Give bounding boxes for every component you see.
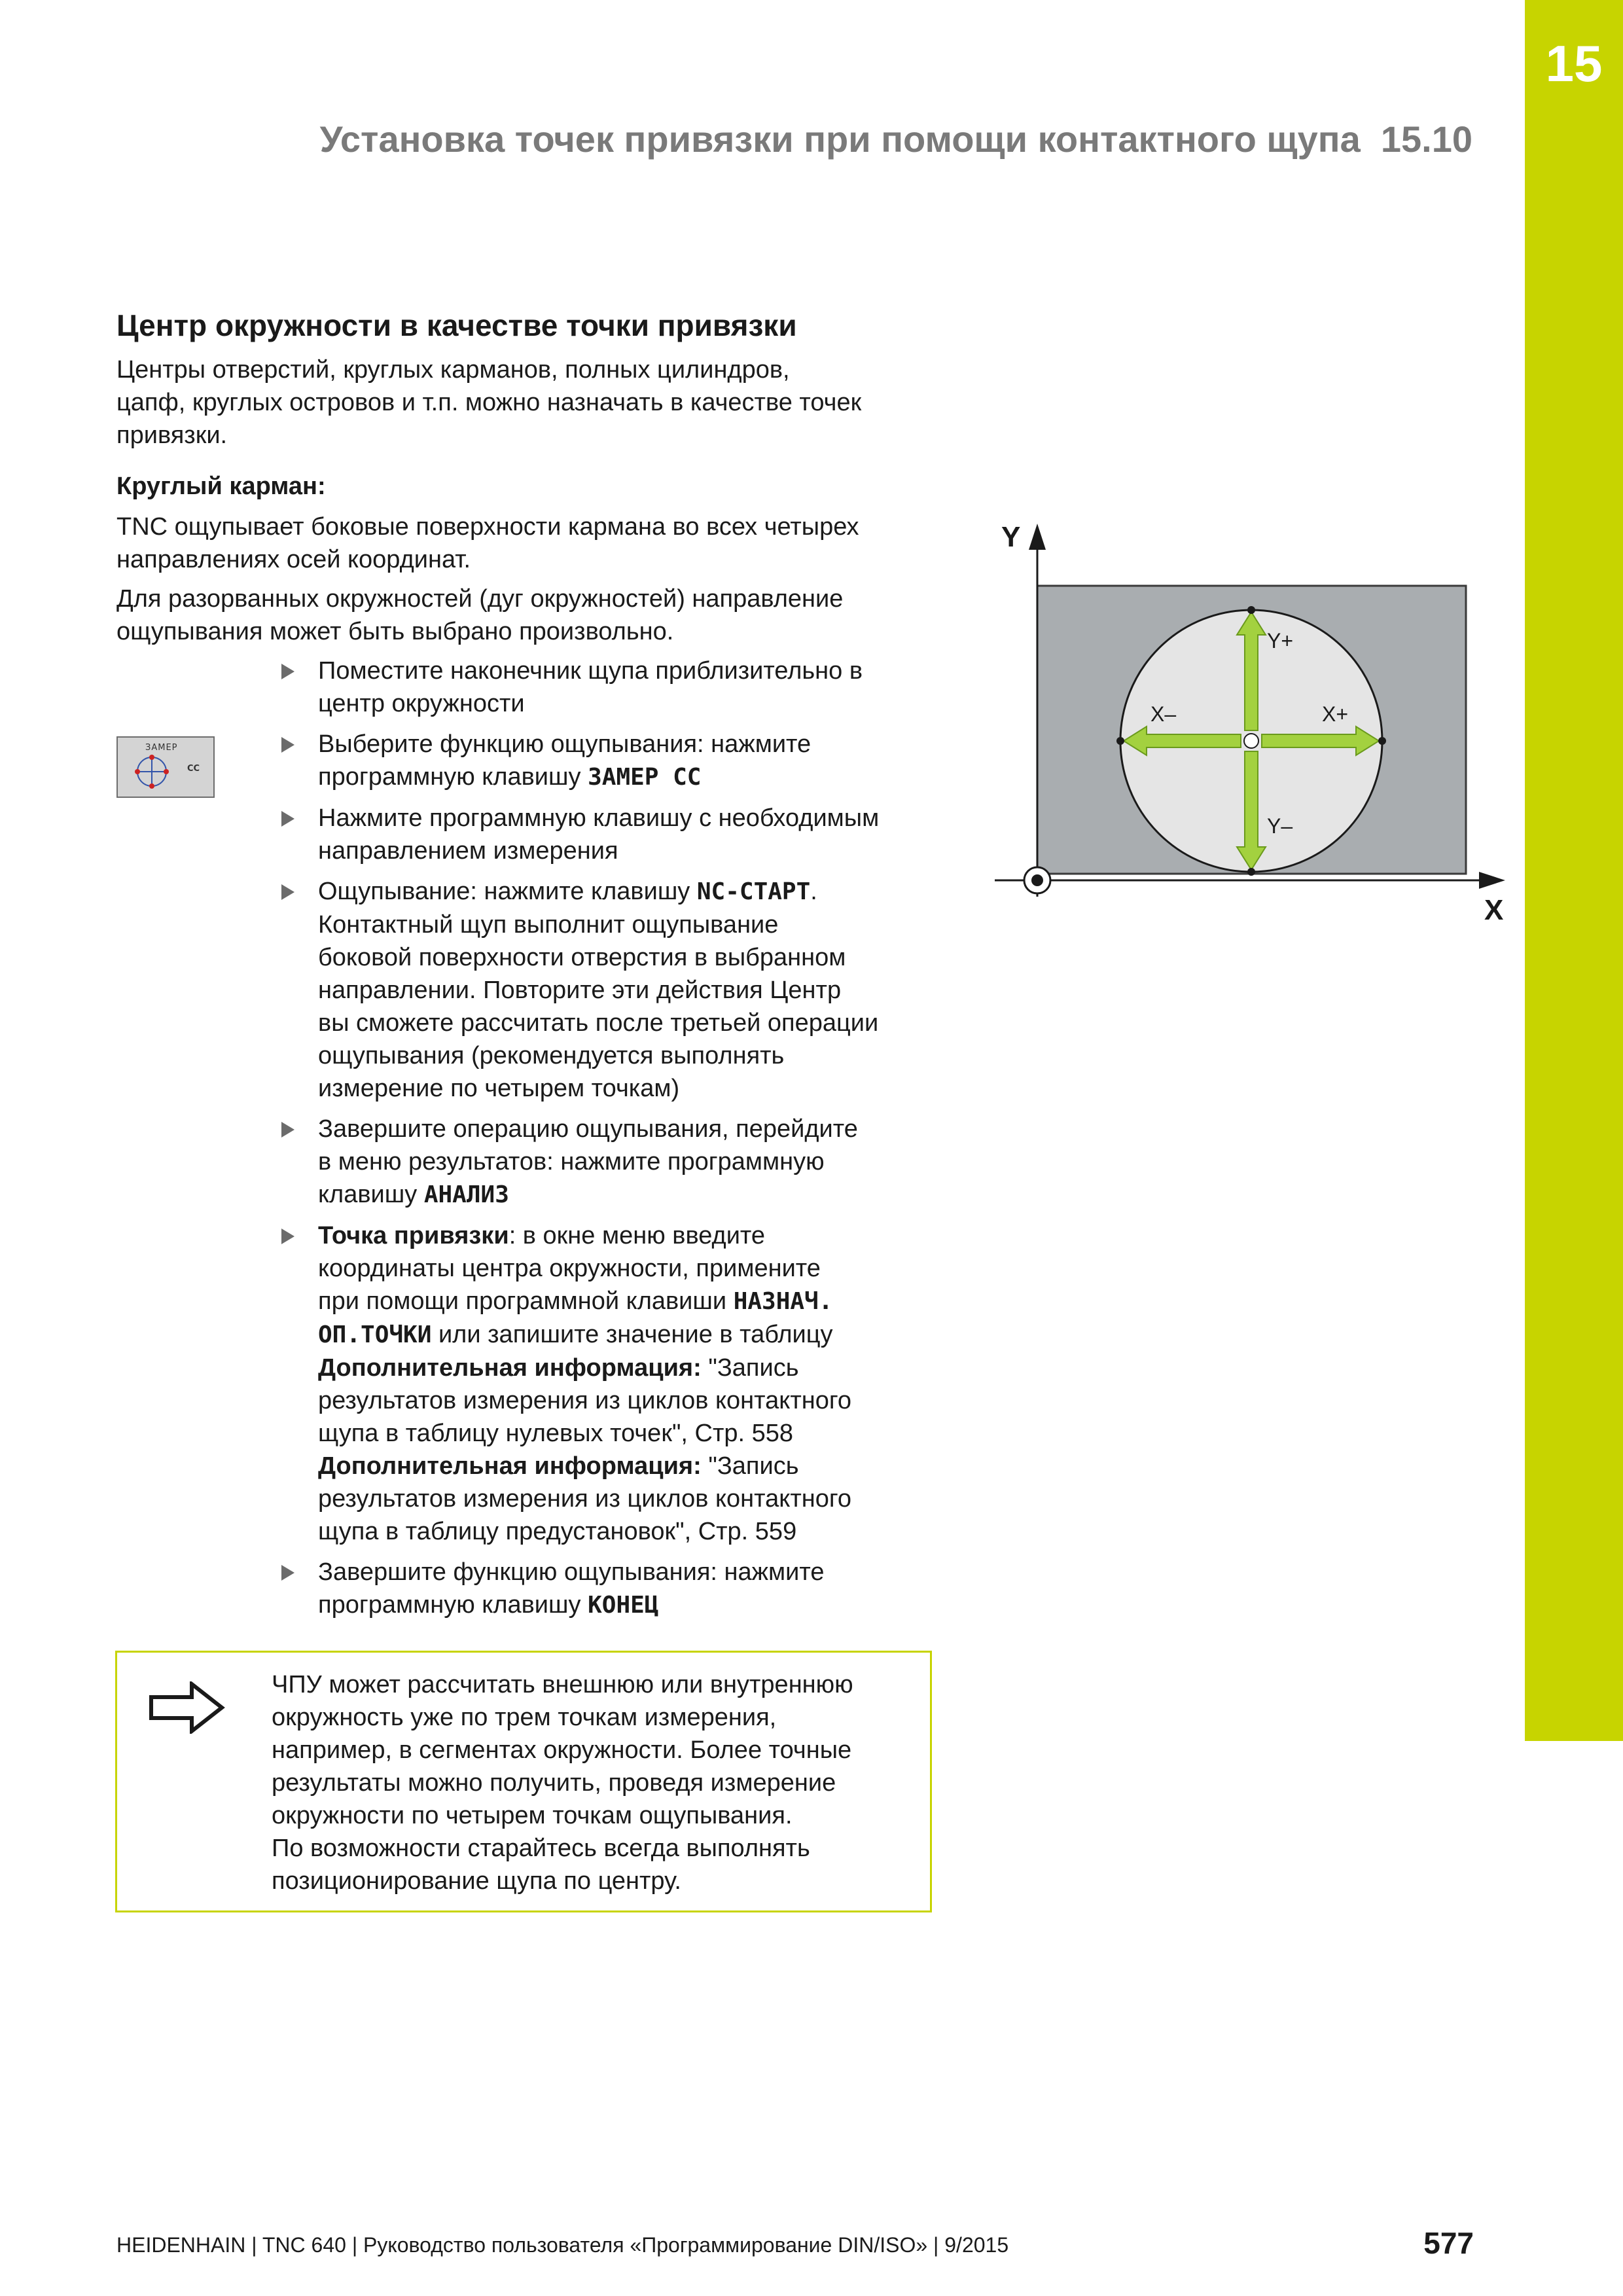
chapter-tab [1525, 0, 1623, 1741]
softkey-probe-icon [118, 738, 213, 797]
step-text: программную клавишу [318, 763, 588, 791]
bullet-triangle-icon [281, 811, 294, 827]
list-item [281, 1556, 962, 1622]
x-axis-arrowhead [1479, 872, 1505, 889]
info-label: Дополнительная информация: [318, 1354, 702, 1382]
paragraph-2 [116, 583, 948, 648]
bullet-triangle-icon [281, 884, 294, 900]
chapter-number: 15 [1545, 35, 1603, 92]
step-line: вы сможете рассчитать после третьей операции [318, 1009, 879, 1037]
step-line: Завершите функцию ощупывания: нажмите [318, 1558, 825, 1586]
note-line: окружность уже по трем точкам измерения, [272, 1704, 777, 1731]
step-line: Нажмите программную клавишу с необходимым [318, 804, 880, 832]
step-text: . [810, 878, 817, 905]
para-line: ощупывания может быть выбрано произвольно. [116, 618, 674, 645]
softkey-name: ЗАМЕР CC [588, 764, 702, 791]
label-y-plus: Y+ [1267, 629, 1294, 653]
note-line: окружности по четырем точкам ощупывания. [272, 1802, 793, 1829]
list-item [281, 1113, 962, 1211]
step-line: направлением измерения [318, 837, 618, 865]
note-box [115, 1651, 932, 1912]
step-line [318, 1318, 962, 1352]
list-item [281, 1219, 962, 1548]
list-item [281, 655, 962, 720]
center-point [1244, 734, 1258, 748]
note-line: результаты можно получить, проведя измерение [272, 1769, 836, 1797]
step-line: направлении. Повторите эти действия Центр [318, 977, 842, 1004]
step-line [318, 1219, 962, 1252]
intro-line: Центры отверстий, круглых карманов, полных цилиндров, [116, 356, 790, 384]
note-line: например, в сегментах окружности. Более точные [272, 1736, 852, 1764]
softkey-name: ОП.ТОЧКИ [318, 1321, 432, 1348]
header-title: Установка точек привязки при помощи контактного щупа [319, 118, 1361, 160]
step-text: программную клавишу [318, 1591, 588, 1619]
softkey-label: ЗАМЕР [145, 743, 178, 753]
step-line [318, 1285, 962, 1318]
step-line: Контактный щуп выполнит ощупывание [318, 911, 779, 939]
bullet-triangle-icon [281, 737, 294, 753]
step-line: центр окружности [318, 690, 525, 717]
intro-line: цапф, круглых островов и т.п. можно назначать в качестве точек [116, 389, 862, 416]
step-bold: Точка привязки [318, 1222, 509, 1249]
intro-paragraph [116, 353, 948, 452]
steps-list [281, 655, 962, 1630]
softkey-name: НАЗНАЧ. [733, 1288, 833, 1315]
step-line [318, 875, 962, 908]
list-item [281, 728, 962, 794]
header-section: 15.10 [1380, 118, 1472, 160]
step-text: при помощи программной клавиши [318, 1287, 734, 1315]
label-x-plus: X+ [1322, 702, 1349, 726]
step-line: координаты центра окружности, примените [318, 1255, 821, 1282]
note-text [272, 1668, 913, 1897]
step-line: измерение по четырем точкам) [318, 1075, 680, 1102]
axis-label-x: X [1484, 894, 1504, 926]
note-arrow-icon [149, 1681, 227, 1734]
step-line [318, 761, 962, 794]
step-text: "Запись [701, 1452, 799, 1480]
step-line: щупа в таблицу предустановок", Стр. 559 [318, 1518, 797, 1545]
y-axis-arrowhead [1029, 524, 1046, 550]
para-line: TNC ощупывает боковые поверхности кармана во всех четырех [116, 513, 859, 541]
step-line [318, 1352, 962, 1384]
footer-text: HEIDENHAIN | TNC 640 | Руководство пользователя «Программирование DIN/ISO» | 9/2015 [116, 2233, 1009, 2257]
step-line [318, 1450, 962, 1482]
touch-point-top [1247, 606, 1255, 614]
paragraph-1 [116, 511, 948, 576]
list-item [281, 802, 962, 867]
info-label: Дополнительная информация: [318, 1452, 702, 1480]
softkey-name: КОНЕЦ [588, 1592, 659, 1619]
probe-diagram [982, 511, 1518, 929]
step-line: в меню результатов: нажмите программную [318, 1148, 825, 1175]
softkey-name: АНАЛИЗ [423, 1181, 509, 1208]
step-line: результатов измерения из циклов контактного [318, 1485, 851, 1513]
step-line: результатов измерения из циклов контактного [318, 1387, 851, 1414]
intro-line: привязки. [116, 422, 228, 449]
bullet-triangle-icon [281, 1565, 294, 1581]
step-text: Ощупывание: нажмите клавишу [318, 878, 697, 905]
axis-label-y: Y [1001, 521, 1021, 553]
step-line [318, 1588, 962, 1622]
step-line: боковой поверхности отверстия в выбранном [318, 944, 846, 971]
note-line: позиционирование щупа по центру. [272, 1867, 681, 1895]
bullet-triangle-icon [281, 664, 294, 679]
softkey-sub: CC [187, 764, 200, 774]
touch-point-right [1378, 737, 1386, 745]
para-line: Для разорванных окружностей (дуг окружностей) направление [116, 585, 844, 613]
label-y-minus: Y– [1267, 814, 1293, 838]
section-title: Центр окружности в качестве точки привязки [116, 308, 797, 342]
step-text: : в окне меню введите [508, 1222, 766, 1249]
step-line [318, 1178, 962, 1211]
running-header [262, 118, 1472, 160]
note-line: ЧПУ может рассчитать внешнюю или внутреннюю [272, 1671, 853, 1698]
list-item [281, 875, 962, 1105]
step-line: Поместите наконечник щупа приблизительно в [318, 657, 863, 685]
note-line: По возможности старайтесь всегда выполнять [272, 1835, 810, 1862]
subheading: Круглый карман: [116, 473, 326, 500]
step-line: щупа в таблицу нулевых точек", Стр. 558 [318, 1420, 794, 1447]
softkey-zamer-cc-icon [116, 736, 215, 798]
bullet-triangle-icon [281, 1229, 294, 1244]
bullet-triangle-icon [281, 1122, 294, 1138]
para-line: направлениях осей координат. [116, 546, 471, 573]
step-text: "Запись [701, 1354, 799, 1382]
step-text: или запишите значение в таблицу [431, 1321, 833, 1348]
step-line: ощупывания (рекомендуется выполнять [318, 1042, 785, 1069]
datum-icon [1024, 867, 1050, 893]
page-number: 577 [1423, 2226, 1474, 2260]
key-name: NC-СТАРТ [696, 878, 811, 905]
touch-point-bottom [1247, 868, 1255, 876]
step-line: Выберите функцию ощупывания: нажмите [318, 730, 812, 758]
step-text: клавишу [318, 1181, 424, 1208]
label-x-minus: X– [1150, 702, 1177, 726]
touch-point-left [1116, 737, 1124, 745]
step-line: Завершите операцию ощупывания, перейдите [318, 1115, 858, 1143]
